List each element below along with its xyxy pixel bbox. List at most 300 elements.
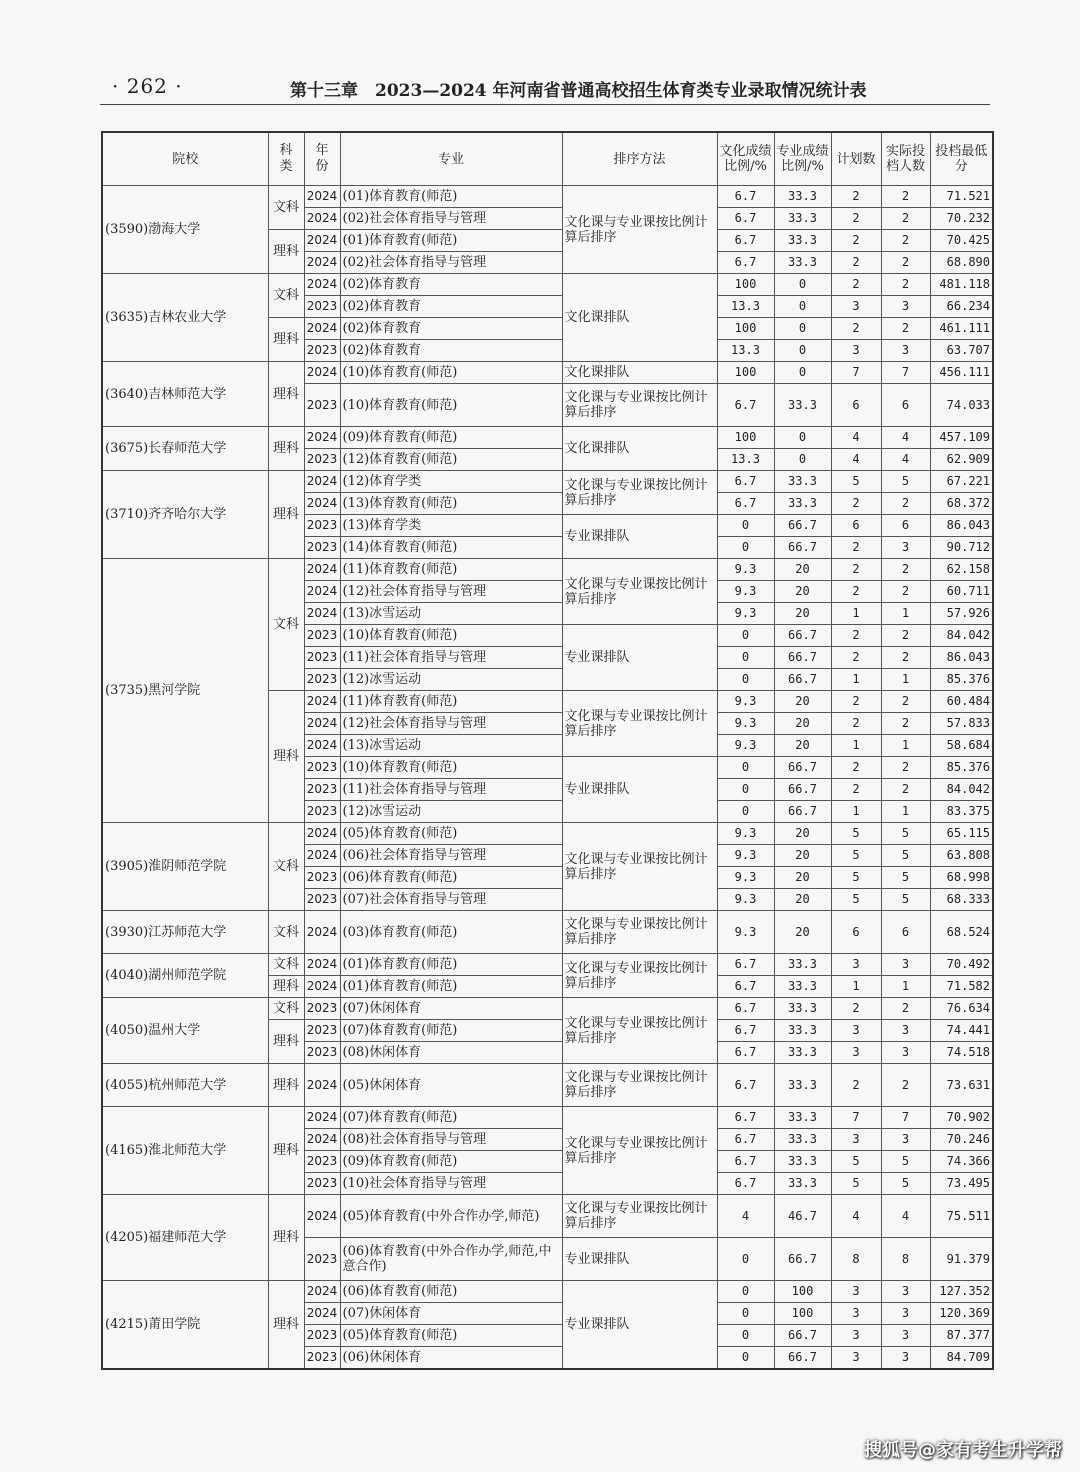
- year-cell: 2023: [304, 669, 340, 691]
- actual-cell: 6: [881, 384, 930, 427]
- school-cell: (3735)黑河学院: [102, 559, 268, 823]
- actual-cell: 2: [881, 274, 930, 296]
- min-score-cell: 481.118: [930, 274, 993, 296]
- actual-cell: 3: [881, 1303, 930, 1325]
- min-score-cell: 68.998: [930, 867, 993, 889]
- year-cell: 2024: [304, 603, 340, 625]
- plan-cell: 6: [831, 515, 881, 537]
- plan-cell: 6: [831, 384, 881, 427]
- table-row: [102, 1195, 993, 1238]
- major-cell: (06)社会体育指导与管理: [340, 845, 562, 867]
- year-cell: 2024: [304, 1195, 340, 1238]
- culture-ratio-cell: 6.7: [717, 230, 774, 252]
- culture-ratio-cell: 0: [717, 669, 774, 691]
- plan-cell: 1: [831, 669, 881, 691]
- major-cell: (12)体育学类: [340, 471, 562, 493]
- min-score-cell: 70.492: [930, 954, 993, 976]
- plan-cell: 2: [831, 713, 881, 735]
- major-cell: (06)体育教育(师范): [340, 867, 562, 889]
- plan-cell: 5: [831, 1151, 881, 1173]
- culture-ratio-cell: 6.7: [717, 208, 774, 230]
- method-cell: 文化课与专业课按比例计算后排序: [562, 1107, 717, 1195]
- plan-cell: 5: [831, 867, 881, 889]
- culture-ratio-cell: 9.3: [717, 911, 774, 954]
- school-cell: (4165)淮北师范大学: [102, 1107, 268, 1195]
- actual-cell: 2: [881, 318, 930, 340]
- culture-ratio-cell: 6.7: [717, 252, 774, 274]
- category-cell: 文科: [268, 911, 304, 954]
- plan-cell: 1: [831, 735, 881, 757]
- actual-cell: 3: [881, 1347, 930, 1370]
- major-ratio-cell: 33.3: [774, 493, 831, 515]
- culture-ratio-cell: 0: [717, 647, 774, 669]
- plan-cell: 2: [831, 559, 881, 581]
- year-cell: 2024: [304, 1107, 340, 1129]
- year-cell: 2023: [304, 1020, 340, 1042]
- year-cell: 2023: [304, 296, 340, 318]
- min-score-cell: 86.043: [930, 515, 993, 537]
- culture-ratio-cell: 0: [717, 537, 774, 559]
- year-cell: 2024: [304, 230, 340, 252]
- min-score-cell: 60.711: [930, 581, 993, 603]
- culture-ratio-cell: 0: [717, 1303, 774, 1325]
- year-cell: 2024: [304, 1281, 340, 1303]
- plan-cell: 2: [831, 691, 881, 713]
- major-cell: (07)休闲体育: [340, 1303, 562, 1325]
- culture-ratio-cell: 0: [717, 757, 774, 779]
- major-cell: (05)休闲体育: [340, 1064, 562, 1107]
- school-cell: (3905)淮阴师范学院: [102, 823, 268, 911]
- major-ratio-cell: 20: [774, 867, 831, 889]
- category-cell: 理科: [268, 427, 304, 471]
- plan-cell: 2: [831, 230, 881, 252]
- culture-ratio-cell: 0: [717, 1347, 774, 1370]
- min-score-cell: 127.352: [930, 1281, 993, 1303]
- min-score-cell: 71.521: [930, 186, 993, 208]
- major-cell: (13)体育教育(师范): [340, 493, 562, 515]
- table-row: [102, 1281, 993, 1303]
- table-row: [102, 954, 993, 976]
- min-score-cell: 68.890: [930, 252, 993, 274]
- category-cell: 文科: [268, 954, 304, 976]
- plan-cell: 1: [831, 603, 881, 625]
- major-cell: (10)体育教育(师范): [340, 625, 562, 647]
- actual-cell: 3: [881, 1042, 930, 1064]
- culture-ratio-cell: 0: [717, 625, 774, 647]
- year-cell: 2024: [304, 823, 340, 845]
- major-cell: (02)体育教育: [340, 318, 562, 340]
- min-score-cell: 456.111: [930, 362, 993, 384]
- min-score-cell: 74.366: [930, 1151, 993, 1173]
- col-header: 专业成绩比例/%: [774, 132, 831, 186]
- actual-cell: 5: [881, 1151, 930, 1173]
- method-cell: 文化课排队: [562, 274, 717, 362]
- major-ratio-cell: 0: [774, 318, 831, 340]
- min-score-cell: 91.379: [930, 1238, 993, 1281]
- culture-ratio-cell: 9.3: [717, 823, 774, 845]
- category-cell: 理科: [268, 1195, 304, 1281]
- major-ratio-cell: 66.7: [774, 1238, 831, 1281]
- culture-ratio-cell: 6.7: [717, 1107, 774, 1129]
- method-cell: 文化课与专业课按比例计算后排序: [562, 186, 717, 274]
- year-cell: 2024: [304, 471, 340, 493]
- major-cell: (06)休闲体育: [340, 1347, 562, 1370]
- plan-cell: 3: [831, 296, 881, 318]
- category-cell: 理科: [268, 1107, 304, 1195]
- year-cell: 2023: [304, 998, 340, 1020]
- table-row: [102, 186, 993, 208]
- table-row: [102, 1064, 993, 1107]
- culture-ratio-cell: 4: [717, 1195, 774, 1238]
- culture-ratio-cell: 0: [717, 515, 774, 537]
- culture-ratio-cell: 0: [717, 1238, 774, 1281]
- min-score-cell: 84.042: [930, 625, 993, 647]
- major-ratio-cell: 33.3: [774, 230, 831, 252]
- actual-cell: 1: [881, 669, 930, 691]
- culture-ratio-cell: 6.7: [717, 976, 774, 998]
- min-score-cell: 84.709: [930, 1347, 993, 1370]
- major-ratio-cell: 0: [774, 362, 831, 384]
- table-row: [102, 823, 993, 845]
- actual-cell: 3: [881, 537, 930, 559]
- category-cell: 理科: [268, 362, 304, 427]
- min-score-cell: 65.115: [930, 823, 993, 845]
- min-score-cell: 60.484: [930, 691, 993, 713]
- plan-cell: 2: [831, 581, 881, 603]
- major-ratio-cell: 66.7: [774, 757, 831, 779]
- actual-cell: 2: [881, 757, 930, 779]
- plan-cell: 3: [831, 340, 881, 362]
- year-cell: 2023: [304, 340, 340, 362]
- method-cell: 文化课与专业课按比例计算后排序: [562, 911, 717, 954]
- year-cell: 2024: [304, 318, 340, 340]
- min-score-cell: 70.232: [930, 208, 993, 230]
- major-cell: (02)社会体育指导与管理: [340, 208, 562, 230]
- plan-cell: 2: [831, 757, 881, 779]
- major-cell: (11)社会体育指导与管理: [340, 647, 562, 669]
- method-cell: 文化课与专业课按比例计算后排序: [562, 823, 717, 911]
- actual-cell: 1: [881, 801, 930, 823]
- actual-cell: 2: [881, 691, 930, 713]
- method-cell: 专业课排队: [562, 625, 717, 691]
- min-score-cell: 67.221: [930, 471, 993, 493]
- school-cell: (3635)吉林农业大学: [102, 274, 268, 362]
- table-row: [102, 274, 993, 296]
- major-ratio-cell: 20: [774, 603, 831, 625]
- actual-cell: 2: [881, 581, 930, 603]
- method-cell: 文化课排队: [562, 427, 717, 471]
- method-cell: 文化课与专业课按比例计算后排序: [562, 384, 717, 427]
- year-cell: 2024: [304, 976, 340, 998]
- actual-cell: 8: [881, 1238, 930, 1281]
- col-header: 投档最低分: [930, 132, 993, 186]
- min-score-cell: 86.043: [930, 647, 993, 669]
- category-cell: 理科: [268, 1281, 304, 1370]
- year-cell: 2023: [304, 647, 340, 669]
- school-cell: (4205)福建师范大学: [102, 1195, 268, 1281]
- min-score-cell: 71.582: [930, 976, 993, 998]
- min-score-cell: 90.712: [930, 537, 993, 559]
- plan-cell: 3: [831, 1042, 881, 1064]
- culture-ratio-cell: 9.3: [717, 581, 774, 603]
- actual-cell: 3: [881, 340, 930, 362]
- actual-cell: 4: [881, 1195, 930, 1238]
- method-cell: 文化课与专业课按比例计算后排序: [562, 471, 717, 515]
- culture-ratio-cell: 6.7: [717, 1020, 774, 1042]
- year-cell: 2023: [304, 1042, 340, 1064]
- culture-ratio-cell: 0: [717, 1325, 774, 1347]
- plan-cell: 3: [831, 1281, 881, 1303]
- min-score-cell: 74.518: [930, 1042, 993, 1064]
- major-ratio-cell: 33.3: [774, 954, 831, 976]
- major-ratio-cell: 20: [774, 691, 831, 713]
- major-cell: (11)体育教育(师范): [340, 691, 562, 713]
- method-cell: 文化课与专业课按比例计算后排序: [562, 1195, 717, 1238]
- method-cell: 专业课排队: [562, 757, 717, 823]
- major-ratio-cell: 66.7: [774, 1325, 831, 1347]
- major-ratio-cell: 0: [774, 340, 831, 362]
- culture-ratio-cell: 9.3: [717, 691, 774, 713]
- category-cell: 文科: [268, 186, 304, 230]
- plan-cell: 7: [831, 362, 881, 384]
- major-cell: (09)体育教育(师范): [340, 1151, 562, 1173]
- major-cell: (01)体育教育(师范): [340, 976, 562, 998]
- actual-cell: 7: [881, 362, 930, 384]
- culture-ratio-cell: 6.7: [717, 1042, 774, 1064]
- actual-cell: 2: [881, 230, 930, 252]
- plan-cell: 3: [831, 1303, 881, 1325]
- culture-ratio-cell: 0: [717, 801, 774, 823]
- culture-ratio-cell: 6.7: [717, 186, 774, 208]
- col-header: 院校: [102, 132, 268, 186]
- plan-cell: 3: [831, 954, 881, 976]
- school-cell: (3930)江苏师范大学: [102, 911, 268, 954]
- major-ratio-cell: 66.7: [774, 625, 831, 647]
- year-cell: 2023: [304, 757, 340, 779]
- major-ratio-cell: 0: [774, 427, 831, 449]
- culture-ratio-cell: 0: [717, 1281, 774, 1303]
- actual-cell: 3: [881, 954, 930, 976]
- actual-cell: 2: [881, 625, 930, 647]
- table-row: [102, 427, 993, 449]
- page-number: · 262 ·: [112, 74, 183, 98]
- major-cell: (01)体育教育(师范): [340, 954, 562, 976]
- min-score-cell: 57.833: [930, 713, 993, 735]
- min-score-cell: 58.684: [930, 735, 993, 757]
- header-rule: [100, 104, 990, 105]
- major-cell: (05)体育教育(中外合作办学,师范): [340, 1195, 562, 1238]
- year-cell: 2024: [304, 735, 340, 757]
- major-cell: (13)冰雪运动: [340, 603, 562, 625]
- min-score-cell: 120.369: [930, 1303, 993, 1325]
- school-cell: (4215)莆田学院: [102, 1281, 268, 1370]
- actual-cell: 5: [881, 1173, 930, 1195]
- school-cell: (3675)长春师范大学: [102, 427, 268, 471]
- major-cell: (02)体育教育: [340, 296, 562, 318]
- plan-cell: 5: [831, 845, 881, 867]
- year-cell: 2024: [304, 1129, 340, 1151]
- major-cell: (05)体育教育(师范): [340, 1325, 562, 1347]
- major-cell: (12)冰雪运动: [340, 669, 562, 691]
- category-cell: 文科: [268, 823, 304, 911]
- culture-ratio-cell: 100: [717, 318, 774, 340]
- min-score-cell: 68.333: [930, 889, 993, 911]
- plan-cell: 2: [831, 779, 881, 801]
- year-cell: 2024: [304, 954, 340, 976]
- plan-cell: 2: [831, 493, 881, 515]
- min-score-cell: 66.234: [930, 296, 993, 318]
- culture-ratio-cell: 6.7: [717, 1129, 774, 1151]
- major-ratio-cell: 33.3: [774, 1107, 831, 1129]
- min-score-cell: 70.246: [930, 1129, 993, 1151]
- watermark-text: 搜狐号@家有考生升学帮: [864, 1440, 1062, 1461]
- method-cell: 专业课排队: [562, 1238, 717, 1281]
- plan-cell: 3: [831, 1325, 881, 1347]
- major-ratio-cell: 33.3: [774, 1020, 831, 1042]
- min-score-cell: 73.631: [930, 1064, 993, 1107]
- actual-cell: 2: [881, 779, 930, 801]
- actual-cell: 3: [881, 1325, 930, 1347]
- year-cell: 2024: [304, 186, 340, 208]
- min-score-cell: 83.375: [930, 801, 993, 823]
- major-cell: (08)休闲体育: [340, 1042, 562, 1064]
- table-row: [102, 998, 993, 1020]
- actual-cell: 4: [881, 427, 930, 449]
- min-score-cell: 68.372: [930, 493, 993, 515]
- major-ratio-cell: 66.7: [774, 669, 831, 691]
- actual-cell: 3: [881, 1129, 930, 1151]
- category-cell: 理科: [268, 1064, 304, 1107]
- year-cell: 2024: [304, 274, 340, 296]
- actual-cell: 6: [881, 515, 930, 537]
- min-score-cell: 62.909: [930, 449, 993, 471]
- category-cell: 文科: [268, 998, 304, 1020]
- major-ratio-cell: 66.7: [774, 537, 831, 559]
- year-cell: 2023: [304, 1325, 340, 1347]
- major-ratio-cell: 100: [774, 1303, 831, 1325]
- culture-ratio-cell: 6.7: [717, 1064, 774, 1107]
- culture-ratio-cell: 9.3: [717, 867, 774, 889]
- actual-cell: 2: [881, 208, 930, 230]
- year-cell: 2024: [304, 1303, 340, 1325]
- category-cell: 理科: [268, 976, 304, 998]
- actual-cell: 3: [881, 1020, 930, 1042]
- plan-cell: 3: [831, 1129, 881, 1151]
- min-score-cell: 57.926: [930, 603, 993, 625]
- category-cell: 文科: [268, 274, 304, 318]
- year-cell: 2024: [304, 362, 340, 384]
- school-cell: (3590)渤海大学: [102, 186, 268, 274]
- major-cell: (13)冰雪运动: [340, 735, 562, 757]
- major-cell: (10)体育教育(师范): [340, 757, 562, 779]
- actual-cell: 2: [881, 186, 930, 208]
- min-score-cell: 62.158: [930, 559, 993, 581]
- min-score-cell: 75.511: [930, 1195, 993, 1238]
- major-ratio-cell: 66.7: [774, 1347, 831, 1370]
- actual-cell: 2: [881, 252, 930, 274]
- min-score-cell: 76.634: [930, 998, 993, 1020]
- actual-cell: 4: [881, 449, 930, 471]
- major-ratio-cell: 20: [774, 559, 831, 581]
- major-cell: (06)体育教育(中外合作办学,师范,中意合作): [340, 1238, 562, 1281]
- year-cell: 2023: [304, 384, 340, 427]
- plan-cell: 2: [831, 998, 881, 1020]
- culture-ratio-cell: 9.3: [717, 603, 774, 625]
- plan-cell: 4: [831, 427, 881, 449]
- major-ratio-cell: 33.3: [774, 1129, 831, 1151]
- school-cell: (4050)温州大学: [102, 998, 268, 1064]
- actual-cell: 2: [881, 559, 930, 581]
- plan-cell: 1: [831, 801, 881, 823]
- major-cell: (07)休闲体育: [340, 998, 562, 1020]
- major-ratio-cell: 66.7: [774, 647, 831, 669]
- plan-cell: 2: [831, 1064, 881, 1107]
- major-cell: (12)冰雪运动: [340, 801, 562, 823]
- year-cell: 2024: [304, 845, 340, 867]
- plan-cell: 5: [831, 823, 881, 845]
- min-score-cell: 70.902: [930, 1107, 993, 1129]
- culture-ratio-cell: 6.7: [717, 471, 774, 493]
- major-ratio-cell: 46.7: [774, 1195, 831, 1238]
- culture-ratio-cell: 9.3: [717, 889, 774, 911]
- min-score-cell: 74.441: [930, 1020, 993, 1042]
- year-cell: 2024: [304, 208, 340, 230]
- major-cell: (02)体育教育: [340, 274, 562, 296]
- category-cell: 理科: [268, 318, 304, 362]
- plan-cell: 2: [831, 318, 881, 340]
- major-ratio-cell: 0: [774, 449, 831, 471]
- year-cell: 2024: [304, 1064, 340, 1107]
- school-cell: (4040)湖州师范学院: [102, 954, 268, 998]
- major-cell: (01)体育教育(师范): [340, 230, 562, 252]
- min-score-cell: 85.376: [930, 757, 993, 779]
- actual-cell: 1: [881, 976, 930, 998]
- category-cell: 理科: [268, 230, 304, 274]
- culture-ratio-cell: 100: [717, 274, 774, 296]
- table-row: [102, 559, 993, 581]
- plan-cell: 5: [831, 471, 881, 493]
- year-cell: 2024: [304, 559, 340, 581]
- plan-cell: 1: [831, 976, 881, 998]
- actual-cell: 7: [881, 1107, 930, 1129]
- major-cell: (11)社会体育指导与管理: [340, 779, 562, 801]
- plan-cell: 5: [831, 1173, 881, 1195]
- actual-cell: 1: [881, 735, 930, 757]
- actual-cell: 6: [881, 911, 930, 954]
- year-cell: 2023: [304, 889, 340, 911]
- plan-cell: 3: [831, 1347, 881, 1370]
- major-ratio-cell: 20: [774, 713, 831, 735]
- culture-ratio-cell: 13.3: [717, 449, 774, 471]
- method-cell: 专业课排队: [562, 515, 717, 559]
- min-score-cell: 63.707: [930, 340, 993, 362]
- major-ratio-cell: 33.3: [774, 1173, 831, 1195]
- major-cell: (05)体育教育(师范): [340, 823, 562, 845]
- major-ratio-cell: 33.3: [774, 998, 831, 1020]
- table-row: [102, 362, 993, 384]
- year-cell: 2023: [304, 449, 340, 471]
- year-cell: 2023: [304, 779, 340, 801]
- year-cell: 2024: [304, 911, 340, 954]
- plan-cell: 5: [831, 889, 881, 911]
- year-cell: 2024: [304, 691, 340, 713]
- page-title: 第十三章 2023—2024 年河南省普通高校招生体育类专业录取情况统计表: [290, 81, 867, 101]
- culture-ratio-cell: 9.3: [717, 735, 774, 757]
- year-cell: 2023: [304, 625, 340, 647]
- culture-ratio-cell: 13.3: [717, 340, 774, 362]
- major-cell: (12)社会体育指导与管理: [340, 581, 562, 603]
- method-cell: 文化课与专业课按比例计算后排序: [562, 1064, 717, 1107]
